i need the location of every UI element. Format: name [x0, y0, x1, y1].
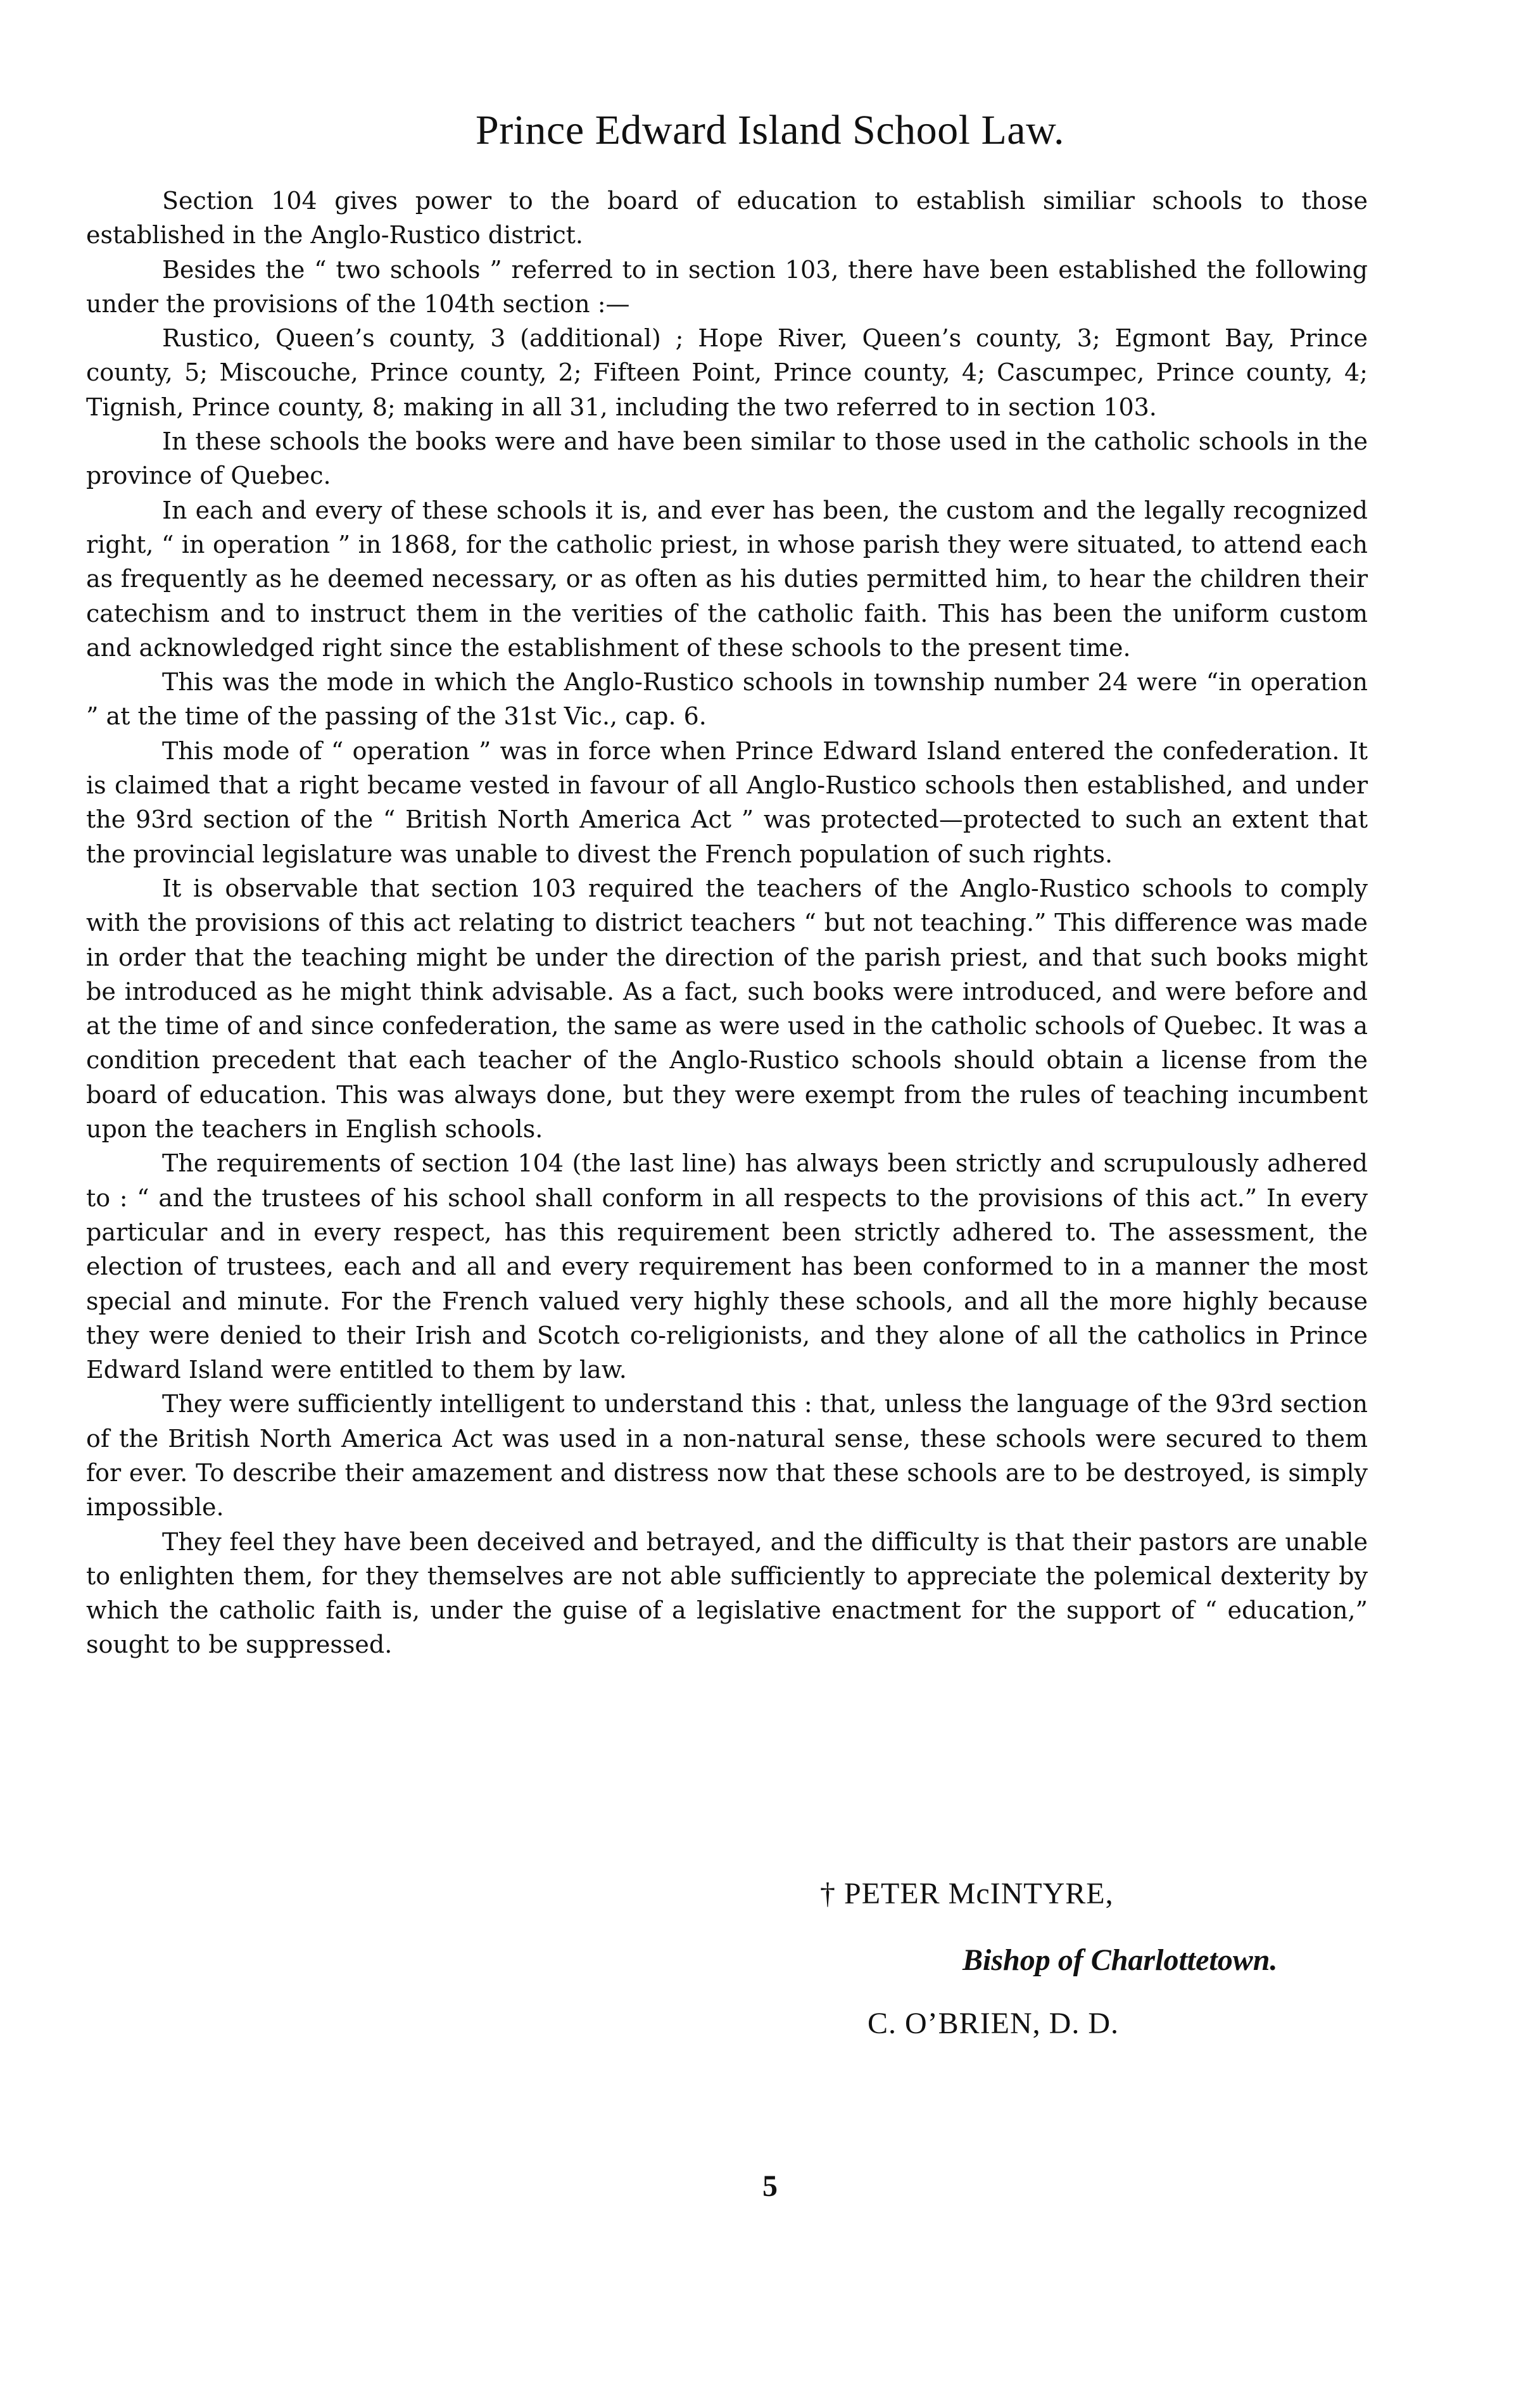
paragraph: This was the mode in which the Anglo-Rustico schools in township number 24 were “in operation ” at the time of the passing of the 31st Vic., cap. 6. [86, 668, 1368, 731]
body-text [86, 184, 1368, 1662]
page-header: Prince Edward Island School Law. [476, 107, 1064, 153]
signature-second-name: C. O’BRIEN, D. D. [868, 2007, 1119, 2040]
paragraph: They were sufficiently intelligent to understand this : that, unless the language of the 93rd section of the British North America Act was used in a non-natural sense, these schools were secured to them for ever. To describe their amazement and distress now that these schools are to be destroyed, is simply impossible. [86, 1390, 1368, 1522]
signature-name: † PETER McINTYRE, [820, 1877, 1114, 1910]
paragraph: In each and every of these schools it is, and ever has been, the custom and the legally recognized right, “ in operation ” in 1868, for the catholic priest, in whose parish they were situated, to attend each as frequently as he deemed necessary, or as often as his duties permitted him, to hear the children their catechism and to instruct them in the verities of the catholic faith. This has been the uniform custom and acknowledged right since the establishment of these schools to the present time. [86, 496, 1368, 662]
paragraph: Rustico, Queen’s county, 3 (additional) ; Hope River, Queen’s county, 3; Egmont Bay, Prince county, 5; Miscouche, Prince county, 2; Fifteen Point, Prince county, 4; Cascumpec, Prince county, 4; Tignish, Prince county, 8; making in all 31, including the two referred to in section 103. [86, 324, 1368, 421]
paragraph: This mode of “ operation ” was in force when Prince Edward Island entered the confederation. It is claimed that a right became vested in favour of all Anglo-Rustico schools then established, and under the 93rd section of the “ British North America Act ” was protected—protected to such an extent that the provincial legislature was unable to divest the French population of such rights. [86, 736, 1368, 868]
paragraph: In these schools the books were and have been similar to those used in the catholic schools in the province of Quebec. [86, 427, 1368, 490]
paragraph: Besides the “ two schools ” referred to in section 103, there have been established the following under the provisions of the 104th section :— [86, 255, 1368, 318]
signature-title: Bishop of Charlottetown. [962, 1943, 1278, 1977]
page-number: 5 [762, 2169, 778, 2203]
paragraph: Section 104 gives power to the board of education to establish similiar schools to those established in the Anglo-Rustico district. [86, 187, 1368, 249]
paragraph: They feel they have been deceived and betrayed, and the difficulty is that their pastors are unable to enlighten them, for they themselves are not able sufficiently to appreciate the polemical dexterity by which the catholic faith is, under the guise of a legislative enactment for the support of “ education,” sought to be suppressed. [86, 1527, 1368, 1659]
paragraph: The requirements of section 104 (the last line) has always been strictly and scrupulously adhered to : “ and the trustees of his school shall conform in all respects to the provisions of this act.” In every particular and in every respect, has this requirement been strictly adhered to. The assessment, the election of trustees, each and all and every requirement has been conformed to in a manner the most special and minute. For the French valued very highly these schools, and all the more highly because they were denied to their Irish and Scotch co-religionists, and they alone of all the catholics in Prince Edward Island were entitled to them by law. [86, 1149, 1368, 1384]
paragraph: It is observable that section 103 required the teachers of the Anglo-Rustico schools to comply with the provisions of this act relating to district teachers “ but not teaching.” This difference was made in order that the teaching might be under the direction of the parish priest, and that such books might be introduced as he might think advisable. As a fact, such books were introduced, and were before and at the time of and since confederation, the same as were used in the catholic schools of Quebec. It was a condition precedent that each teacher of the Anglo-Rustico schools should obtain a license from the board of education. This was always done, but they were exempt from the rules of teaching incumbent upon the teachers in English schools. [86, 874, 1368, 1144]
